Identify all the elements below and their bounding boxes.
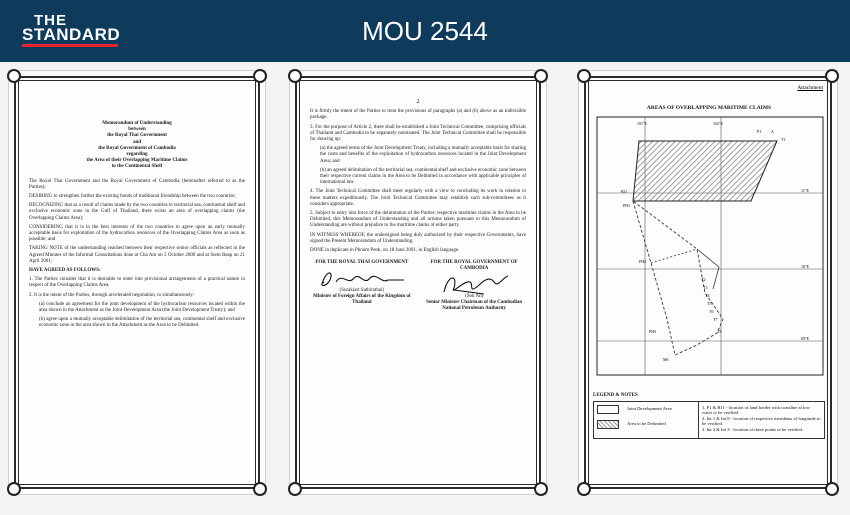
map-title: AREAS OF OVERLAPPING MARITIME CLAIMS [646,105,772,111]
lat-label: 11°E [801,188,809,193]
legend-label: Area to be Delimited [627,421,666,427]
point-label: T7 [713,317,718,322]
signatory-heading: FOR THE ROYAL THAI GOVERNMENT [315,260,409,266]
page-title: MOU 2544 [362,16,488,46]
legend-box [593,401,825,439]
paragraph: 1. The Parties consider that it is desirable to enter into provisional arrangements of a practical nature in respect of the Overlapping Claims Area. [29,277,245,289]
corner-ornament [825,69,839,83]
logo-line2: STANDARD [22,25,121,44]
lon-label: 101°E [637,121,648,126]
signature-graphic [424,272,524,298]
heading-line: and [132,139,142,145]
paragraph: IN WITNESS WHEREOF, the undersigned being duly authorized by their respective Governments, have signed the Present Memorandum of Understanding. [310,232,526,244]
point-label: T8 [717,329,722,334]
corner-ornament [288,482,302,496]
legend-item-atbd [597,420,695,429]
paragraph: It is firmly the intent of the Parties to treat the provisions of paragraphs (a) and (b) above as an indivisible package. [310,109,526,121]
paragraph: (a) conclude an agreement for the joint development of the hydrocarbon resources located within the area shown in the Attachment as the Joint Development Area (the Joint Development Treaty); and [39,301,245,314]
legend-notes [699,402,824,438]
paragraph: DESIRING to strengthen further the existing bonds of traditional friendship between the two countries; [29,194,236,200]
signature-cambodia [422,260,526,312]
lat-label: 10°E [801,264,810,269]
point-label: T4 [705,293,710,298]
corner-ornament [253,69,267,83]
map-area [593,93,825,381]
jda-swatch [597,405,619,414]
paragraph: RECOGNIZING that as a result of claims made by the two countries to territorial sea, continental shelf and exclusive economic zone in the Gulf of Thailand, there exists an area of overlapping claims (the Overlapping Claims Area); [29,203,245,221]
legend-note: 2. Int 1 & Int 8 - location of respective meridians of longitude to be verified. [702,415,821,427]
corner-ornament [825,482,839,496]
signatory-heading: FOR THE ROYAL GOVERNMENT OF CAMBODIA [430,260,518,272]
handwritten-signature [422,272,526,294]
paragraph: 5. Subject to entry into force of the delimitation of the Parties' respective maritime claims in the Area to be Delimited, this Memorandum of Understanding and all actions taken pursuant to this Memorandum of Understanding are without prejudice to the maritime claims of either party. [310,211,526,229]
point-label: T5 [707,301,712,306]
point-label: B11 [621,189,628,194]
signature-thailand [310,260,414,312]
header-bar [0,0,850,62]
page1-text [29,121,245,333]
paragraph: (a) the agreed terms of the Joint Development Treaty, including a mutually acceptable basis for sharing the costs and benefits of the exploitation of hydrocarbon resources located in the Joint Development Area; and [320,146,527,164]
signatory-title: Minister of Foreign Affairs of the Kingdom of Thailand [313,294,411,306]
legend-swatches [594,402,699,438]
legend-item-jda [597,405,695,414]
heading-line: Memorandum of Understanding [102,121,172,126]
signatory-title: Senior Minister Chairman of the Cambodian National Petroleum Authority [426,300,523,312]
mou-heading [29,121,245,171]
paragraph: DONE in duplicate in Phnom Penh, on 18 June 2001, in English language. [310,248,460,254]
corner-ornament [577,482,591,496]
corner-ornament [534,482,548,496]
corner-ornament [7,69,21,83]
corner-ornament [577,69,591,83]
document-page-2 [289,70,547,495]
document-page-3 [578,70,838,495]
legend-note: 1. P1 & B11 - location of land border with coastline at low water to be verified. [702,404,810,416]
point-label: PH2 [639,259,647,264]
heading-line: the Area of their Overlapping Maritime Claims [86,158,188,164]
map-legend [593,393,825,439]
point-label: T3 [703,285,708,290]
paragraph: 3. For the purpose of Article 2, there shall be established a Joint Technical Committee, comprising officials of Thailand and Cambodia to be separately nominated. The Joint Technical Committee shall be responsible for drawing up: [310,124,526,143]
paragraph: (b) agree upon a mutually acceptable delimitation of the territorial sea, continental shelf and exclusive economic zone in the area shown in the Attachment as the Area to be Delimited. [39,317,245,329]
point-label: T1 [781,137,786,142]
point-label: T6 [709,309,714,314]
page2-text [310,99,526,312]
claim-line [697,249,719,267]
heading-line: the Royal Thai Government [107,133,167,139]
paragraph: 2. It is the intent of the Parties, through accelerated negotiation, to simultaneously: [29,292,195,298]
point-label: PH1 [623,203,631,208]
point-label: T2 [701,277,706,282]
legend-note: 3. Int 2 & Int 3 - location of these points to be verified. [702,426,803,432]
point-label: PH3 [649,329,657,334]
lon-label: 102°E [713,121,724,126]
joint-development-area-outline [633,201,723,355]
handwritten-signature [310,266,414,288]
maritime-claims-map [593,93,825,381]
logo-line1: THE [34,12,67,29]
paragraph: TAKING NOTE of the understanding reached between their respective senior officials as reflected in the Agreed Minutes of the Informal Consultations done at Cha Am on 5 October 2000 and at Siem Reap on 21 April 2001; [29,246,245,264]
corner-ornament [253,482,267,496]
claim-line [713,267,719,289]
heading-line: between [128,127,146,133]
signatory-name: (Surakiart Sathirathai) [339,288,385,294]
lat-label: 09°E [801,336,810,341]
signature-block [310,260,526,312]
document-page-1 [8,70,266,495]
corner-ornament [288,69,302,83]
paragraph: HAVE AGREED AS FOLLOWS: [29,268,101,274]
paragraph: CONSIDERING that it is in the best interests of the two countries to agree upon an early mutually acceptable basis for exploitation of the hydrocarbon resources of the Overlapping Claims Area as soon as possible; and [29,224,245,243]
signature-graphic [312,266,412,292]
point-label: A [771,129,774,134]
signatory-name: (Sok An) [465,294,484,300]
heading-line: to the Continental Shelf [111,164,163,170]
corner-ornament [7,482,21,496]
heading-line: regarding [126,152,148,158]
corner-ornament [534,69,548,83]
area-to-be-delimited [633,141,777,201]
document-area [0,62,850,515]
paragraph: 4. The Joint Technical Committee shall meet regularly with a view to concluding its work in relation to these matters expeditiously. The Joint Technical Committee may establish such sub-committees as it considers appropriate. [310,189,526,207]
legend-title: LEGEND & NOTES [593,393,638,398]
legend-label: Joint Development Area [627,406,672,412]
paragraph: (b) an agreed delimitation of the territorial sea, continental shelf and exclusive economic zone between their respective current claims in the Area to be Delimited in accordance with applicable principles of international law. [320,167,526,186]
point-label: P1 [757,129,762,134]
attachment-label: Attachment [797,85,823,91]
claim-line [651,249,697,263]
heading-line: the Royal Government of Cambodia [98,145,176,151]
point-label: M6 [663,357,669,362]
page-number: 2 [416,99,420,105]
paragraph: The Royal Thai Government and the Royal Government of Cambodia (hereinafter referred to as the Parties); [29,178,245,190]
atbd-swatch [597,420,619,429]
